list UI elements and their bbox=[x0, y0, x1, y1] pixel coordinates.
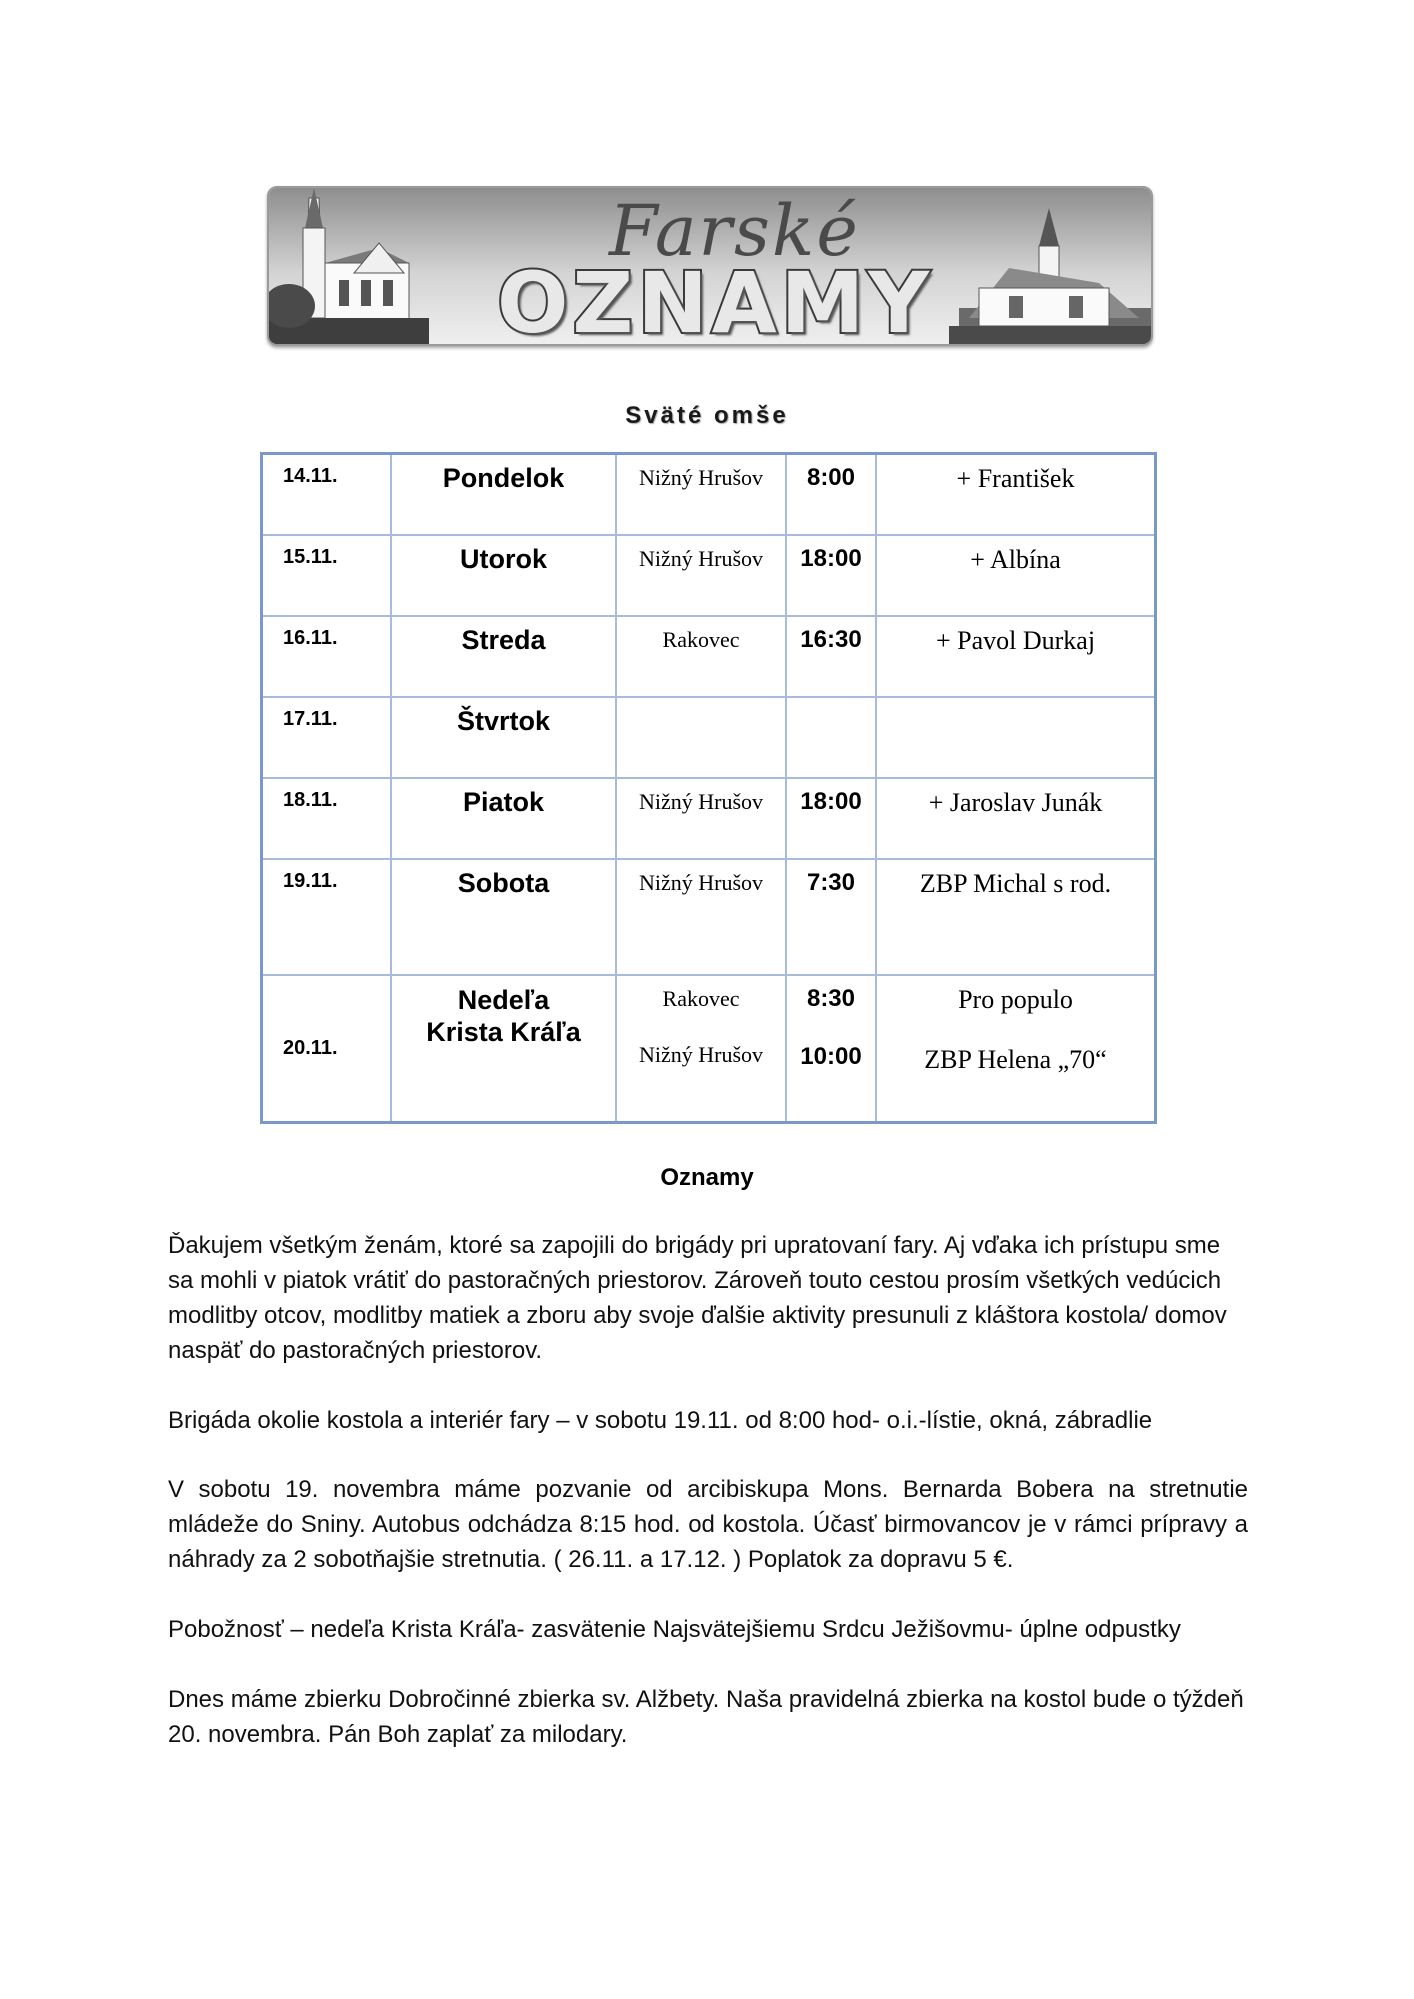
date-cell: 19.11. bbox=[262, 859, 392, 975]
table-row bbox=[262, 697, 1156, 778]
date-cell: 18.11. bbox=[262, 778, 392, 859]
place-cell bbox=[616, 697, 786, 778]
header-banner bbox=[267, 186, 1153, 346]
masses-heading: Sväté omše bbox=[625, 402, 789, 429]
time-cell: 7:30 bbox=[786, 859, 876, 975]
date-cell: 15.11. bbox=[262, 535, 392, 616]
time-line-2: 10:00 bbox=[800, 1042, 862, 1070]
date-cell: 20.11. bbox=[262, 975, 392, 1123]
intention-cell: ZBP Michal s rod. bbox=[876, 859, 1156, 975]
day-cell: Sobota bbox=[391, 859, 616, 975]
place-cell: Nižný Hrušov bbox=[616, 535, 786, 616]
place-cell: Nižný Hrušov bbox=[616, 778, 786, 859]
banner-title bbox=[269, 188, 1151, 344]
time-cell: 16:30 bbox=[786, 616, 876, 697]
table-row bbox=[262, 778, 1156, 859]
day-cell: Piatok bbox=[391, 778, 616, 859]
day-cell: Utorok bbox=[391, 535, 616, 616]
time-cell: 18:00 bbox=[786, 778, 876, 859]
intention-line-2: ZBP Helena „70“ bbox=[924, 1044, 1107, 1074]
date-cell: 16.11. bbox=[262, 616, 392, 697]
time-cell bbox=[786, 975, 876, 1123]
date-cell: 14.11. bbox=[262, 454, 392, 535]
day-line-2: Krista Kráľa bbox=[426, 1016, 581, 1047]
time-cell: 8:00 bbox=[786, 454, 876, 535]
intention-cell: + Albína bbox=[876, 535, 1156, 616]
table-row bbox=[262, 454, 1156, 535]
place-cell bbox=[616, 975, 786, 1123]
banner-title-script: Farské bbox=[609, 190, 860, 272]
day-cell: Štvrtok bbox=[391, 697, 616, 778]
table-row bbox=[262, 859, 1156, 975]
day-cell: Pondelok bbox=[391, 454, 616, 535]
announcement-paragraph: Pobožnosť – nedeľa Krista Kráľa- zasvätenie Najsvätejšiemu Srdcu Ježišovmu- úplne odpustky bbox=[168, 1616, 1181, 1643]
announcement-paragraph: Ďakujem všetkým ženám, ktoré sa zapojili do brigády pri upratovaní fary. Aj vďaka ich prístupu sme sa mohli v piatok vrátiť do pastoračných priestorov. Zároveň touto cestou prosím všetkých vedúcich modlitby otcov, modlitby matiek a zboru aby svoje ďalšie aktivity presunuli z kláštora kostola/ domov naspäť do pastoračných priestorov. bbox=[168, 1232, 1227, 1364]
announcements-heading: Oznamy bbox=[660, 1164, 754, 1191]
intention-line-1: Pro populo bbox=[958, 984, 1073, 1014]
intention-cell: + Jaroslav Junák bbox=[876, 778, 1156, 859]
time-cell: 18:00 bbox=[786, 535, 876, 616]
intention-cell bbox=[876, 975, 1156, 1123]
time-line-1: 8:30 bbox=[806, 984, 856, 1012]
place-cell: Rakovec bbox=[616, 616, 786, 697]
day-cell bbox=[391, 975, 616, 1123]
intention-cell: + František bbox=[876, 454, 1156, 535]
place-line-2: Nižný Hrušov bbox=[638, 1041, 764, 1067]
table-row bbox=[262, 616, 1156, 697]
place-cell: Nižný Hrušov bbox=[616, 454, 786, 535]
mass-schedule-table bbox=[260, 452, 1157, 1124]
intention-cell: + Pavol Durkaj bbox=[876, 616, 1156, 697]
place-line-1: Rakovec bbox=[662, 985, 740, 1011]
table-row bbox=[262, 975, 1156, 1123]
date-cell: 17.11. bbox=[262, 697, 392, 778]
day-cell: Streda bbox=[391, 616, 616, 697]
announcement-paragraph: V sobotu 19. novembra máme pozvanie od arcibiskupa Mons. Bernarda Bobera na stretnutie mládeže do Sniny. Autobus odchádza 8:15 hod. od kostola. Účasť birmovancov je v rámci prípravy a náhrady za 2 sobotňajšie stretnutia. ( 26.11. a 17.12. ) Poplatok za dopravu 5 €. bbox=[168, 1476, 1248, 1573]
announcement-paragraph: Brigáda okolie kostola a interiér fary – v sobotu 19.11. od 8:00 hod- o.i.-lístie, okná, zábradlie bbox=[168, 1407, 1153, 1434]
intention-cell bbox=[876, 697, 1156, 778]
announcement-paragraph: Dnes máme zbierku Dobročinné zbierka sv. Alžbety. Naša pravidelná zbierka na kostol bude o týždeň 20. novembra. Pán Boh zaplať za milodary. bbox=[168, 1686, 1244, 1748]
place-cell: Nižný Hrušov bbox=[616, 859, 786, 975]
table-row bbox=[262, 535, 1156, 616]
time-cell bbox=[786, 697, 876, 778]
banner-title-main: OZNAMY bbox=[497, 254, 934, 346]
day-line-1: Nedeľa bbox=[457, 984, 550, 1015]
